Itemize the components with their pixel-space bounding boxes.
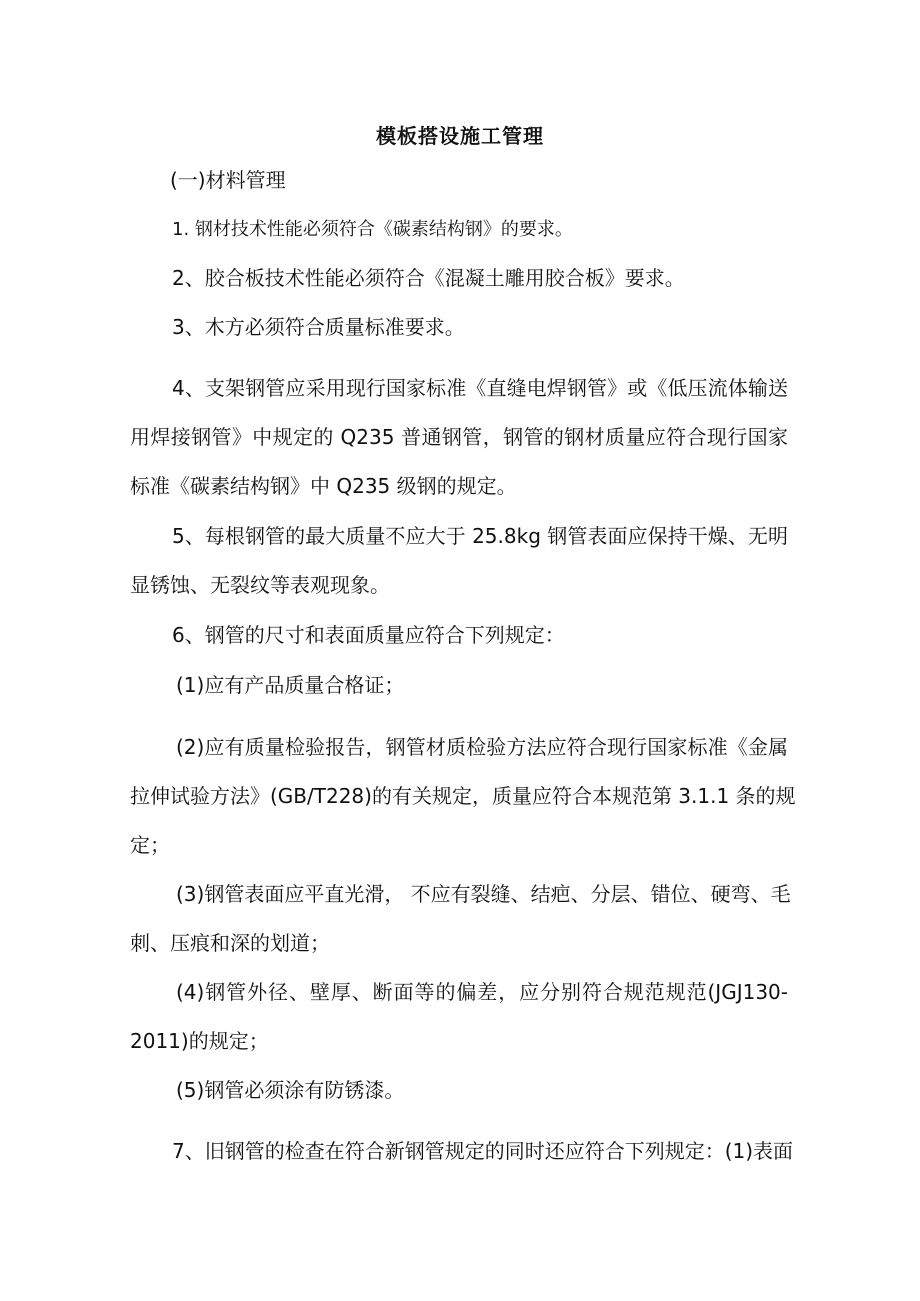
item-5-line-1: 5、每根钢管的最大质量不应大于 25.8kg 钢管表面应保持干燥、无明 <box>172 524 788 548</box>
sub-item-3-line-1: (3)钢管表面应平直光滑， 不应有裂缝、结疤、分层、错位、硬弯、毛 <box>176 882 791 906</box>
item-4-line-1: 4、支架钢管应采用现行国家标准《直缝电焊钢管》或《低压流体输送 <box>172 376 788 400</box>
sub-item-2-line-2: 拉伸试验方法》(GB/T228)的有关规定，质量应符合本规范第 3.1.1 条的规 <box>130 784 796 808</box>
sub-item-2-line-3: 定； <box>130 833 170 857</box>
item-4-line-2: 用焊接钢管》中规定的 Q235 普通钢管，钢管的钢材质量应符合现行国家 <box>130 425 788 449</box>
item-2: 2、胶合板技术性能必须符合《混凝土雕用胶合板》要求。 <box>172 266 685 290</box>
item-4-line-3: 标准《碳素结构钢》中 Q235 级钢的规定。 <box>130 474 517 498</box>
sub-item-1: (1)应有产品质量合格证； <box>176 673 405 697</box>
sub-item-4-line-2: 2011)的规定； <box>130 1029 269 1053</box>
sub-item-2-line-1: (2)应有质量检验报告，钢管材质检验方法应符合现行国家标准《金属 <box>176 735 788 759</box>
item-3: 3、木方必须符合质量标准要求。 <box>172 315 465 339</box>
section-heading-materials: (一)材料管理 <box>170 168 286 192</box>
sub-item-5: (5)钢管必须涂有防锈漆。 <box>176 1078 405 1102</box>
item-5-line-2: 显锈蚀、无裂纹等表观现象。 <box>130 573 390 597</box>
sub-item-3-line-2: 刺、压痕和深的划道； <box>130 931 330 955</box>
item-6: 6、钢管的尺寸和表面质量应符合下列规定： <box>172 623 565 647</box>
document-title: 模板搭设施工管理 <box>376 124 544 148</box>
sub-item-4-line-1: (4)钢管外径、壁厚、断面等的偏差，应分别符合规范规范(JGJ130- <box>176 980 788 1004</box>
item-1: 1. 钢材技术性能必须符合《碳素结构钢》的要求。 <box>172 219 573 240</box>
item-7-line-1: 7、旧钢管的检查在符合新钢管规定的同时还应符合下列规定：(1)表面 <box>172 1139 794 1163</box>
